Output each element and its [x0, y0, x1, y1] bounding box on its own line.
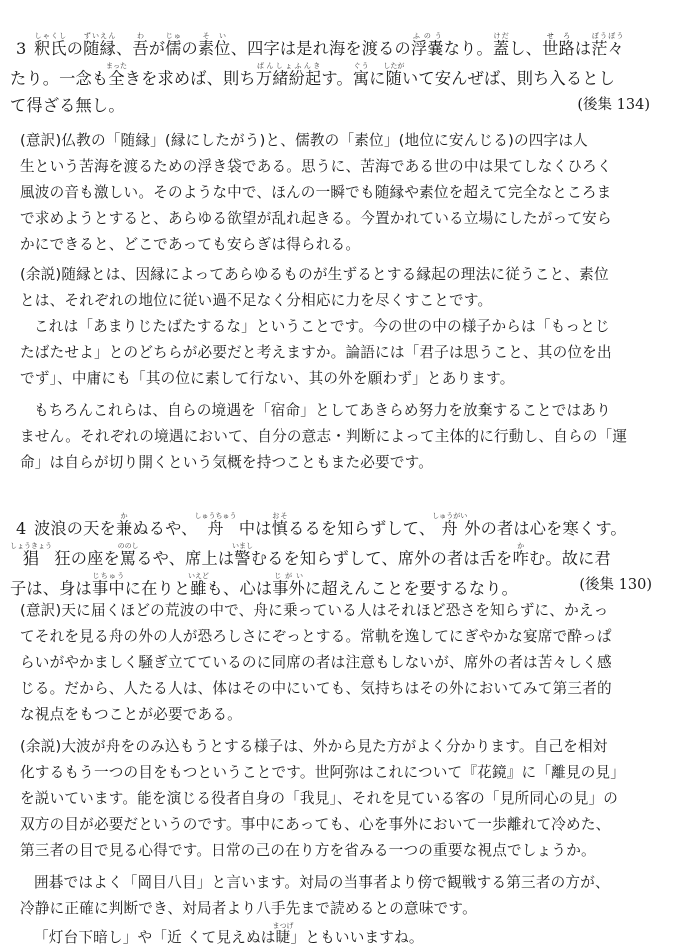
note-line: (余説)大波が舟をのみ込もうとする様子は、外から見た方がよく分かります。自己を相対 — [20, 738, 608, 755]
note-line: かにできると、どこであっても安らぎは得られる。 — [20, 236, 361, 253]
note-label: (意訳) — [20, 602, 62, 619]
note-line: 生という苦海を渡るための浮き袋である。思うに、苦海である世の中は果てしなくひろく — [20, 158, 612, 175]
entry-4-line-1: 4 波浪の天を兼かぬるや、舟しゅうちゅう 中は慎おそるるを知らずして、舟しゅうがい外の者は心を寒くす。 — [10, 512, 690, 542]
note-line: (意訳)仏教の「随縁」(縁にしたがう)と、儒教の「素位」(地位に安んじる)の四字は人 — [20, 132, 588, 149]
note-line: 冷静に正確に判断でき、対局者より八手先まで読めるとの意味です。 — [20, 900, 477, 917]
note-line: (意訳)天に届くほどの荒波の中で、舟に乗っている人はそれほど恐さを知らずに、かえっ — [20, 602, 609, 619]
entry-number: 3 — [16, 39, 27, 58]
note-label: (余説) — [20, 738, 62, 755]
note-line: じる。だから、人たる人は、体はその中にいても、気持ちはその外においてみて第三者的 — [20, 680, 612, 697]
note-line: もちろんこれらは、自らの境遇を「宿命」としてあきらめ努力を放棄することではあり — [34, 402, 611, 419]
note-line: たばたせよ」とのどちらが必要だと考えますか。論語には「君子は思うこと、其の位を出 — [20, 344, 612, 361]
note-line: (余説)随縁とは、因縁によってあらゆるものが生ずるとする縁起の理法に従うこと、素位 — [20, 266, 609, 283]
entry-3-commentary — [20, 262, 688, 476]
note-line: 第三者の目で見る心得です。日常の己の在り方を省みる一つの重要な視点でしょうか。 — [20, 842, 596, 859]
entry-4-line-3: 子は、身は事中じちゅうに在りと雖いえども、心は事外じがいに超えんことを要するなり。 (後集 130) — [10, 572, 652, 598]
entry-3-line-1: 3 釈氏しゃくしの随縁ずいえん、吾わが儒じゅの素位そい、四字は是れ海を渡るの浮嚢ふのうなり。蓋けだし、世路せろは茫々ぼうぼう — [10, 32, 690, 62]
ruby-word: 釈氏しゃくし — [34, 32, 67, 58]
source-citation: (後集 130) — [579, 577, 652, 593]
note-label: (意訳) — [20, 132, 62, 149]
entry-number: 4 — [16, 519, 27, 538]
entry-4-commentary — [20, 734, 688, 951]
note-line: 風波の音も激しい。そのような中で、ほんの一瞬でも随縁や素位を超えて完全なところま — [20, 184, 612, 201]
note-line: ません。それぞれの境遇において、自分の意志・判断によって主体的に行動し、自らの「運 — [20, 428, 628, 445]
entry-3-translation — [20, 128, 688, 258]
entry-3-line-2: たり。一念も全まったきを求めば、則ち万緒紛起ばんしょふんきす。寓ぐうに随したがいて安んぜば、則ち入るとし — [10, 62, 616, 88]
note-line: 双方の目が必要だというのです。事中にあっても、心を事外において一歩離れて冷めた、 — [20, 816, 611, 833]
note-line: てそれを見る舟の外の人が恐ろしさにぞっとする。常軌を逸してにぎやかな宴席で酔っぱ — [20, 628, 612, 645]
entry-3-line-3: て得ざる無し。 (後集 134) — [10, 92, 690, 119]
note-line: で求めようとすると、あらゆる欲望が乱れ起きる。今置かれている立場にしたがって安ら — [20, 210, 612, 227]
entry-3 — [10, 32, 690, 119]
note-line: でず」、中庸にも「其の位に素して行ない、其の外を願わず」とあります。 — [20, 370, 515, 387]
note-line: な視点をもつことが必要である。 — [20, 706, 242, 723]
note-line: らいがやかましく騒ぎ立てているのに同席の者は注意もしないが、席外の者は苦々しく感 — [20, 654, 612, 671]
entry-4 — [10, 512, 690, 602]
entry-4-line-2: 猖しょうきょう 狂の座を罵ののしるや、席上は警いましむるを知らずして、席外の者は舌を咋かむ。故に君 — [10, 542, 611, 568]
note-label: (余説) — [20, 266, 62, 283]
note-line: 命」は自らが切り開くという気概を持つこともまた必要です。 — [20, 454, 434, 471]
note-line: 化するもう一つの目をもつということです。世阿弥はこれについて『花鏡』に「離見の見」 — [20, 764, 626, 781]
entry-4-translation — [20, 598, 688, 728]
source-citation: (後集 134) — [577, 97, 650, 113]
note-line: を説いています。能を演じる役者自身の「我見」、それを見ている客の「見所同心の見」の — [20, 790, 619, 807]
note-line: 「灯台下暗し」や「近 くて見えぬは睫まつげ」ともいいますね。 — [34, 922, 424, 946]
note-line: 囲碁ではよく「岡目八目」と言います。対局の当事者より傍で観戦する第三者の方が、 — [34, 874, 610, 891]
note-line: とは、それぞれの地位に従い過不足なく分相応に力を尽くすことです。 — [20, 292, 493, 309]
note-line: これは「あまりじたばたするな」ということです。今の世の中の様子からは「もっとじ — [34, 318, 610, 335]
